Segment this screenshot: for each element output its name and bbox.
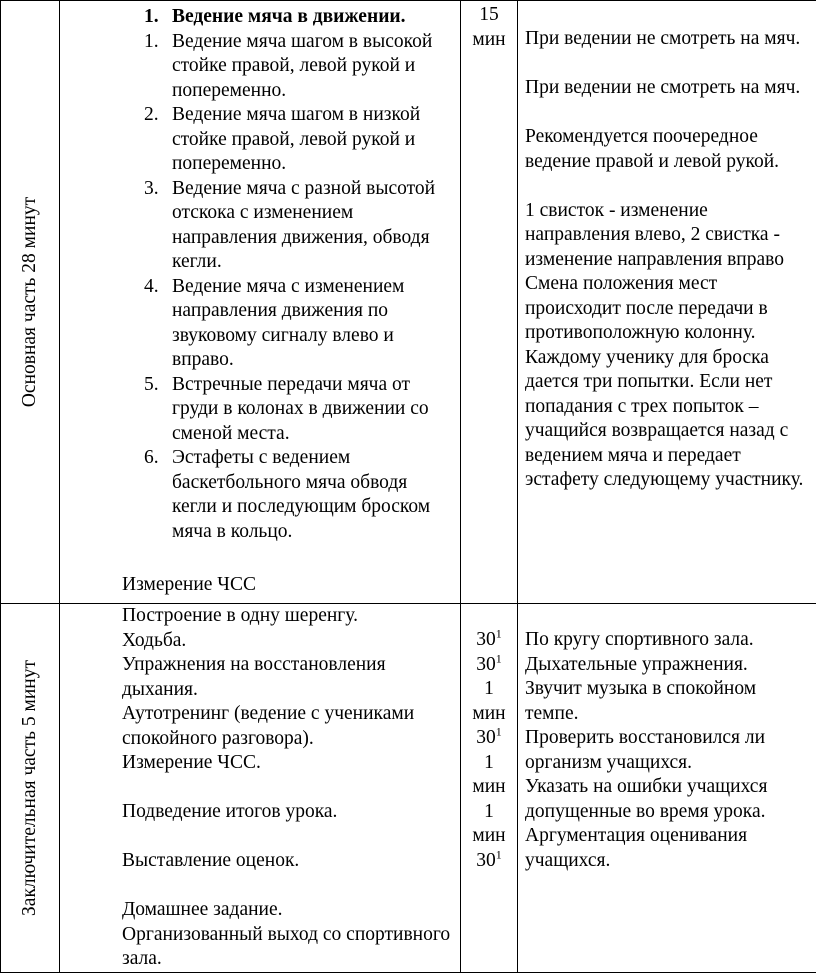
dosage-entry: $30^1$ — [476, 724, 502, 748]
final-part-label-cell — [1, 604, 60, 973]
main-part-dosage-cell — [461, 1, 518, 604]
list-item: 4. Ведение мяча с изменением направления движения по звуковому сигналу влево и вправо. — [144, 275, 405, 370]
list-item: 1. Ведение мяча шагом в высокой стойке правой, левой рукой и попеременно. — [144, 30, 433, 101]
note-text: При ведении не смотреть на мяч. — [525, 77, 801, 98]
final-line: Ходьба. — [122, 629, 187, 651]
dosage-unit: мин — [472, 28, 506, 50]
final-line: Измерение ЧСС. — [122, 752, 261, 773]
final-line: Домашнее задание. — [122, 899, 283, 920]
final-line: Аутотренинг (ведение с учениками спокойного разговора). — [122, 703, 415, 749]
note-text: Каждому ученику для броска дается три попытки. Если нет попадания с трех попыток – учащийся возвращается назад с ведением мяча и передает эстафету следующему участнику. — [525, 346, 804, 490]
final-part-row — [1, 604, 816, 973]
note-text: Указать на ошибки учащихся допущенные во время урока. — [525, 776, 768, 822]
note-text: Звучит музыка в спокойном темпе. — [525, 678, 757, 724]
dosage-entry: 1 — [484, 751, 494, 773]
note-text: Дыхательные упражнения. — [525, 653, 748, 675]
main-part-label: Основная часть 28 минут — [18, 196, 40, 408]
dosage-entry: 1 — [484, 678, 494, 699]
note-text: Смена положения мест происходит после передачи в противоположную колонну. — [525, 273, 768, 343]
dosage-entry: $30^1$ — [476, 847, 502, 871]
dosage-entry: 1 — [484, 800, 494, 822]
dosage-entry: $30^1$ — [476, 651, 502, 675]
final-part-label: Заключительная часть 5 минут — [18, 659, 40, 916]
dosage-value: 15 — [479, 4, 499, 25]
final-part-notes-cell — [518, 604, 816, 973]
exercise-heading: 1. Ведение мяча в движении. — [144, 6, 406, 27]
final-line: Выставление оценок. — [122, 850, 300, 871]
final-part-content-cell — [60, 604, 461, 973]
list-item: 5. Встречные передачи мяча от груди в колонах в движении со сменой места. — [144, 373, 429, 444]
dosage-entry: $30^1$ — [476, 626, 502, 650]
final-line: Организованный выход со спортивного зала. — [122, 923, 451, 969]
list-item: 3. Ведение мяча с разной высотой отскока с изменением направления движения, обводя кегли. — [144, 177, 436, 272]
main-part-label-cell — [1, 1, 60, 604]
dosage-entry: мин — [472, 776, 506, 797]
note-text: При ведении не смотреть на мяч. — [525, 28, 801, 49]
exercise-list — [144, 5, 454, 544]
final-line: Построение в одну шеренгу. — [122, 605, 358, 626]
hr-measure-text: Измерение ЧСС — [122, 573, 256, 595]
list-item: 2. Ведение мяча шагом в низкой стойке правой, левой рукой и попеременно. — [144, 104, 421, 174]
note-text: 1 свисток - изменение направления влево, 2 свистка - изменение направления вправо — [525, 199, 784, 270]
note-text: Рекомендуется поочередное ведение правой и левой рукой. — [525, 126, 780, 172]
list-item: 6. Эстафеты с ведением баскетбольного мяча обводя кегли и последующим броском мяча в кольцо. — [144, 447, 431, 542]
main-part-content-cell — [60, 1, 461, 604]
note-text: Проверить восстановился ли организм учащихся. — [525, 727, 766, 773]
note-text: Аргументация оценивания учащихся. — [525, 825, 748, 871]
final-line: Подведение итогов урока. — [122, 801, 338, 822]
dosage-entry: мин — [472, 825, 506, 846]
note-text: По кругу спортивного зала. — [525, 629, 754, 650]
main-part-row — [1, 1, 816, 604]
final-line: Упражнения на восстановления дыхания. — [122, 654, 386, 700]
main-part-notes-cell — [518, 1, 816, 604]
dosage-entry: мин — [472, 702, 506, 724]
final-part-dosage-cell — [461, 604, 518, 973]
